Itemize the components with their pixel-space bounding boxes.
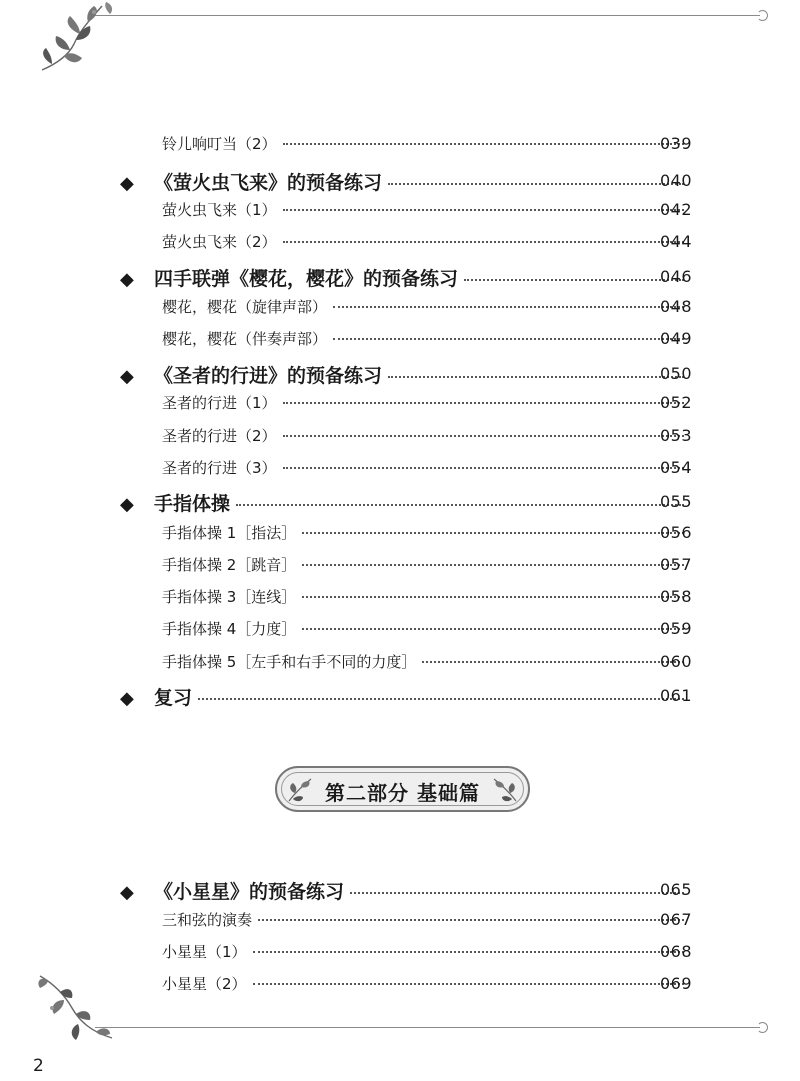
toc-entry-title: 手指体操 3［连线］ (162, 588, 297, 606)
toc-entry-title: 四手联弹《樱花，樱花》的预备练习 (154, 268, 459, 290)
dot-leader (283, 241, 684, 243)
toc-entry-sub (162, 586, 693, 607)
page-number: 2 (33, 1056, 44, 1076)
dot-leader (236, 504, 684, 506)
dot-leader (302, 532, 684, 534)
toc-entry-page: 059 (660, 619, 693, 638)
toc-entry-page: 050 (660, 364, 693, 383)
section-title: 第二部分 基础篇 (325, 781, 480, 805)
dot-leader (333, 306, 684, 308)
dot-leader (283, 467, 684, 469)
toc-entry-main (120, 264, 693, 291)
toc-entry-page: 065 (660, 880, 693, 899)
dot-leader (333, 338, 684, 340)
toc-entry-page: 049 (660, 329, 693, 348)
toc-entry-page: 061 (660, 686, 693, 705)
diamond-bullet-icon: ◆ (120, 688, 134, 709)
toc-entry-page: 058 (660, 587, 693, 606)
leaf-ornament-icon (488, 773, 522, 807)
dot-leader (258, 919, 684, 921)
toc-entry-sub (162, 231, 693, 252)
toc-entry-page: 044 (660, 232, 693, 251)
toc-entry-title: 手指体操 2［跳音］ (162, 556, 297, 574)
vine-ornament-top (30, 0, 120, 78)
toc-entry-title: 小星星（1） (162, 943, 247, 961)
bottom-rule-curl (757, 1022, 768, 1033)
toc-entry-sub (162, 651, 693, 672)
toc-entry-title: 《萤火虫飞来》的预备练习 (154, 172, 383, 194)
toc-entry-sub (162, 941, 693, 962)
toc-entry-sub (162, 554, 693, 575)
toc-entry-page: 056 (660, 523, 693, 542)
dot-leader (302, 564, 684, 566)
bottom-rule (95, 1027, 760, 1028)
toc-entry-page: 069 (660, 974, 693, 993)
toc-entry-sub (162, 618, 693, 639)
toc-entry-title: 手指体操 1［指法］ (162, 524, 297, 542)
toc-entry-sub (162, 909, 693, 930)
toc-entry-title: 手指体操 5［左手和右手不同的力度］ (162, 653, 417, 671)
top-rule (95, 15, 760, 16)
toc-entry-page: 060 (660, 652, 693, 671)
toc-entry-title: 萤火虫飞来（1） (162, 201, 277, 219)
toc-entry-page: 039 (660, 134, 693, 153)
toc-entry-page: 040 (660, 171, 693, 190)
diamond-bullet-icon: ◆ (120, 882, 134, 903)
dot-leader (283, 402, 684, 404)
toc-entry-page: 052 (660, 393, 693, 412)
toc-entry-title: 手指体操 (154, 493, 231, 515)
toc-entry-sub (162, 392, 693, 413)
toc-entry-sub (162, 425, 693, 446)
dot-leader (283, 435, 684, 437)
toc-entry-title: 萤火虫飞来（2） (162, 233, 277, 251)
dot-leader (388, 376, 684, 378)
toc-entry-page: 055 (660, 492, 693, 511)
dot-leader (198, 698, 684, 700)
diamond-bullet-icon: ◆ (120, 173, 134, 194)
toc-entry-sub (162, 457, 693, 478)
toc-entry-sub (162, 522, 693, 543)
toc-entry-sub (162, 296, 693, 317)
toc-entry-main (120, 168, 693, 195)
toc-entry-main (120, 361, 693, 388)
toc-entry-page: 053 (660, 426, 693, 445)
toc-entry-title: 樱花，樱花（旋律声部） (162, 298, 328, 316)
toc-entry-sub (162, 133, 693, 154)
vine-ornament-bottom (30, 970, 120, 1050)
dot-leader (283, 209, 684, 211)
dot-leader (302, 596, 684, 598)
toc-entry-title: 三和弦的演奏 (162, 911, 253, 929)
toc-entry-title: 铃儿响叮当（2） (162, 135, 277, 153)
toc-entry-page: 068 (660, 942, 693, 961)
toc-entry-title: 圣者的行进（2） (162, 427, 277, 445)
section-banner (275, 766, 530, 812)
toc-entry-sub (162, 973, 693, 994)
diamond-bullet-icon: ◆ (120, 366, 134, 387)
diamond-bullet-icon: ◆ (120, 494, 134, 515)
toc-entry-sub (162, 328, 693, 349)
dot-leader (388, 183, 684, 185)
dot-leader (422, 661, 684, 663)
toc-entry-page: 048 (660, 297, 693, 316)
toc-entry-page: 046 (660, 267, 693, 286)
dot-leader (253, 983, 684, 985)
top-rule-curl (757, 10, 768, 21)
dot-leader (302, 628, 684, 630)
toc-entry-main (120, 683, 693, 710)
toc-entry-title: 复习 (154, 687, 193, 709)
toc-entry-title: 圣者的行进（3） (162, 459, 277, 477)
toc-entry-main (120, 877, 693, 904)
toc-entry-title: 手指体操 4［力度］ (162, 620, 297, 638)
toc-entry-page: 042 (660, 200, 693, 219)
toc-entry-title: 樱花，樱花（伴奏声部） (162, 330, 328, 348)
toc-entry-page: 067 (660, 910, 693, 929)
dot-leader (350, 892, 684, 894)
toc-entry-title: 《圣者的行进》的预备练习 (154, 365, 383, 387)
toc-entry-title: 小星星（2） (162, 975, 247, 993)
dot-leader (283, 143, 684, 145)
toc-entry-sub (162, 199, 693, 220)
toc-entry-main (120, 489, 693, 516)
toc-entry-page: 054 (660, 458, 693, 477)
toc-entry-title: 圣者的行进（1） (162, 394, 277, 412)
diamond-bullet-icon: ◆ (120, 269, 134, 290)
toc-entry-title: 《小星星》的预备练习 (154, 881, 345, 903)
dot-leader (253, 951, 684, 953)
toc-entry-page: 057 (660, 555, 693, 574)
dot-leader (464, 279, 684, 281)
